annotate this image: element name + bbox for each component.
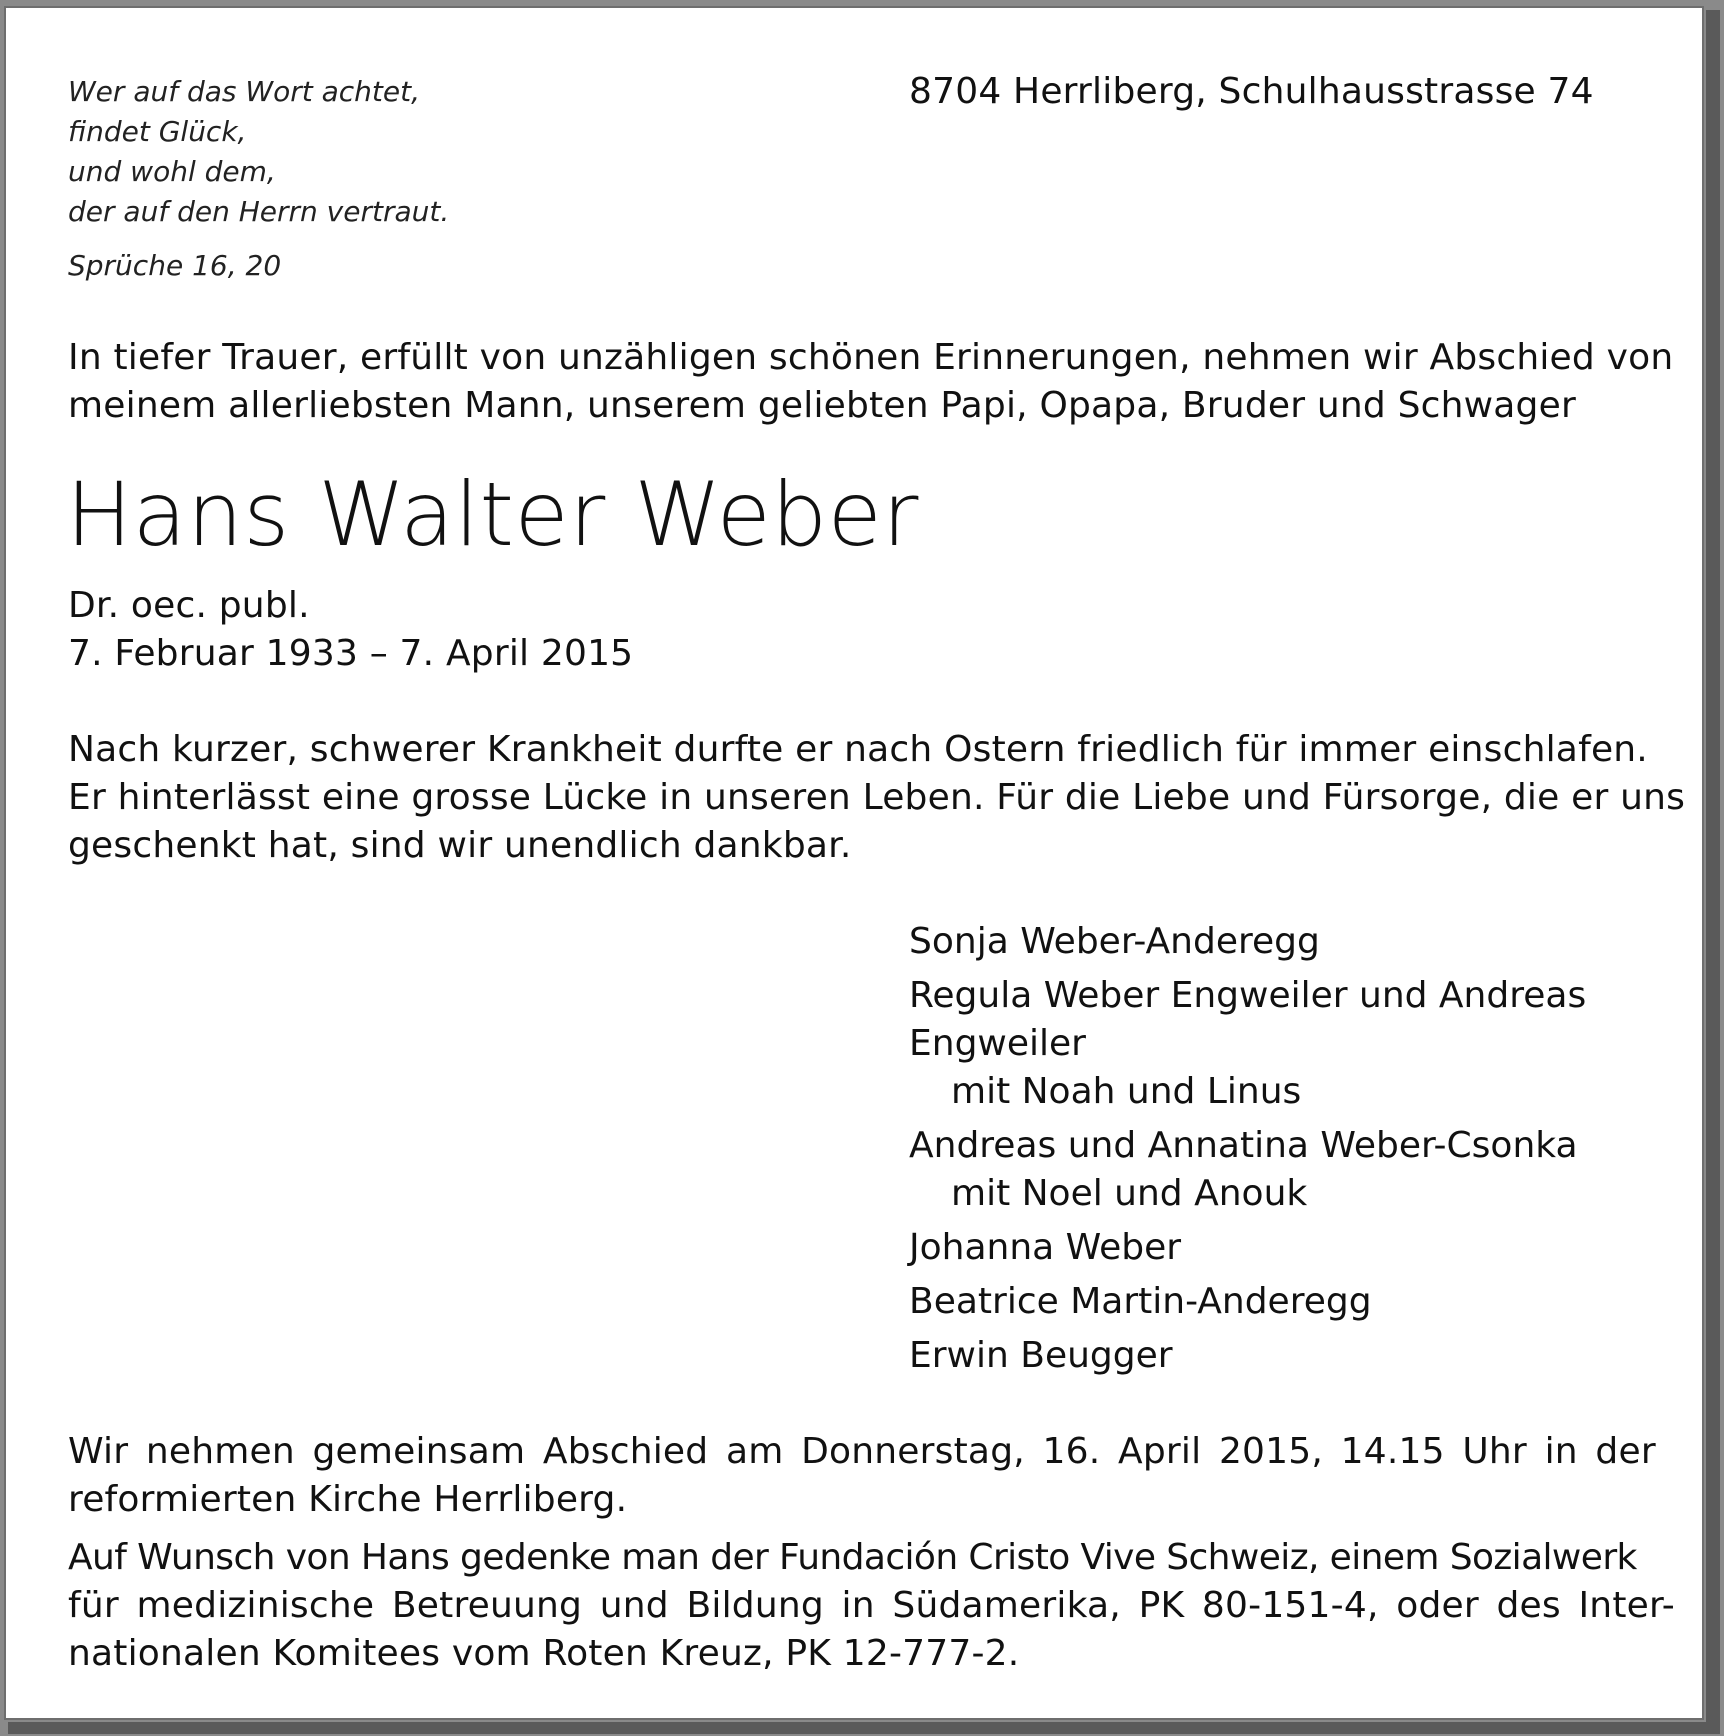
verse-reference: Sprüche 16, 20	[68, 249, 282, 282]
address: 8704 Herrliberg, Schulhausstrasse 74	[909, 71, 1594, 112]
deceased-dates: 7. Februar 1933 – 7. April 2015	[68, 633, 634, 674]
donation-line: für medizinische Betreuung und Bildung in Südamerika, PK 80-151-4, oder des Inter-	[68, 1585, 1675, 1626]
mourners-list	[909, 918, 1586, 1380]
mourner-entry: Engweiler	[909, 1023, 1086, 1064]
message-line: geschenkt hat, sind wir unendlich dankbar.	[68, 825, 852, 866]
mourner-entry: Erwin Beugger	[909, 1335, 1173, 1376]
mourner-children: mit Noah und Linus	[951, 1071, 1302, 1112]
service-line: Wir nehmen gemeinsam Abschied am Donnerstag, 16. April 2015, 14.15 Uhr in der	[68, 1431, 1656, 1472]
donation-paragraph	[68, 1534, 1675, 1678]
deceased-details	[68, 582, 633, 678]
mourner-entry: Andreas und Annatina Weber-Csonka	[909, 1125, 1578, 1166]
page-shadow-bottom	[8, 1722, 1720, 1734]
service-paragraph	[68, 1428, 1656, 1524]
message-line: Er hinterlässt eine grosse Lücke in unseren Leben. Für die Liebe und Fürsorge, die er uns	[68, 777, 1686, 818]
donation-line: Auf Wunsch von Hans gedenke man der Fundación Cristo Vive Schweiz, einem Sozialwerk	[68, 1537, 1637, 1578]
service-line: reformierten Kirche Herrliberg.	[68, 1479, 628, 1520]
deceased-name: Hans Walter Weber	[66, 463, 919, 566]
mourner-entry: Beatrice Martin-Anderegg	[909, 1281, 1372, 1322]
verse-line: der auf den Herrn vertraut.	[68, 195, 450, 228]
mourner-children: mit Noel und Anouk	[951, 1173, 1308, 1214]
verse-line: und wohl dem,	[68, 155, 276, 188]
mourner-entry: Sonja Weber-Anderegg	[909, 921, 1320, 962]
obituary-page	[4, 6, 1704, 1720]
mourner-entry: Johanna Weber	[909, 1227, 1182, 1268]
message-paragraph	[68, 726, 1685, 870]
intro-paragraph	[68, 334, 1673, 430]
deceased-title: Dr. oec. publ.	[68, 585, 310, 626]
page-shadow-right	[1706, 10, 1720, 1726]
mourner-entry: Regula Weber Engweiler und Andreas	[909, 975, 1587, 1016]
verse-line: Wer auf das Wort achtet,	[68, 75, 420, 108]
message-line: Nach kurzer, schwerer Krankheit durfte er nach Ostern friedlich für immer einschlafen.	[68, 729, 1648, 770]
donation-line: nationalen Komitees vom Roten Kreuz, PK 12-777-2.	[68, 1633, 1020, 1674]
bible-verse	[68, 72, 449, 286]
intro-line: In tiefer Trauer, erfüllt von unzähligen schönen Erinnerungen, nehmen wir Abschied von	[68, 337, 1674, 378]
intro-line: meinem allerliebsten Mann, unserem geliebten Papi, Opapa, Bruder und Schwager	[68, 385, 1576, 426]
verse-line: findet Glück,	[68, 115, 247, 148]
